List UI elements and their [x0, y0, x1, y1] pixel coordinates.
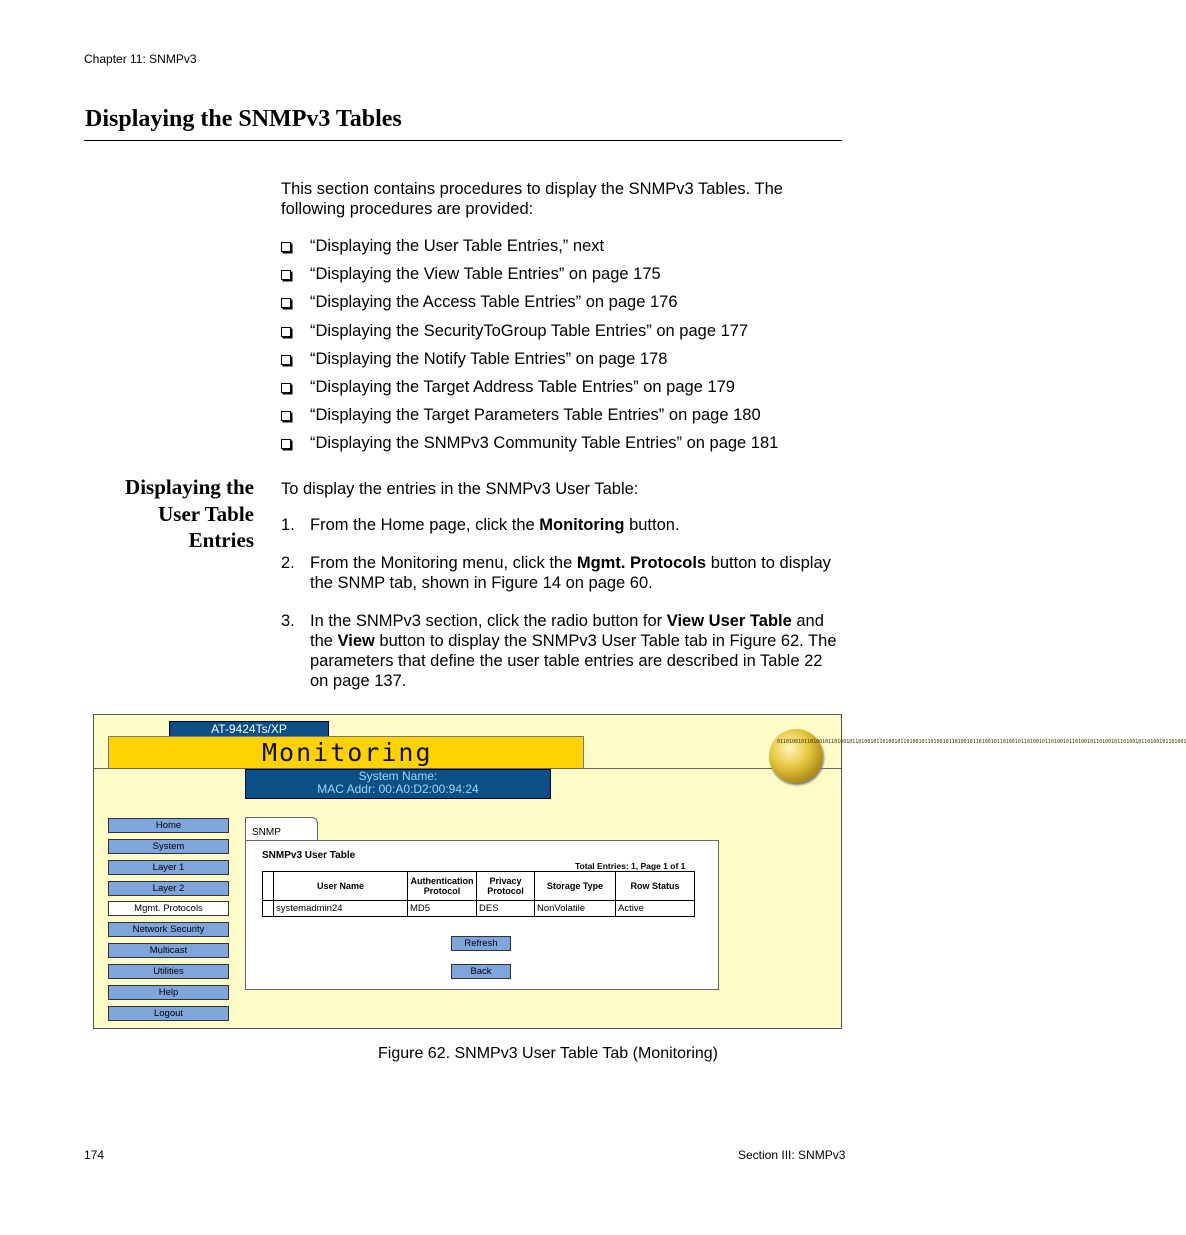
checkbox-bullet-icon — [281, 411, 291, 421]
table-cell: systemadmin24 — [274, 901, 408, 917]
nav-layer2-button[interactable]: Layer 2 — [108, 881, 229, 896]
column-header: Storage Type — [535, 872, 616, 901]
checkbox-bullet-icon — [281, 355, 291, 365]
chapter-header: Chapter 11: SNMPv3 — [84, 52, 197, 66]
step-list — [281, 515, 841, 709]
subheading-line: Entries — [188, 528, 254, 552]
step-bold: Mgmt. Protocols — [576, 554, 707, 572]
procedure-link-text: “Displaying the Target Address Table Entries” on page 179 — [310, 377, 735, 396]
step-bold: View User Table — [666, 612, 792, 630]
page-number: 174 — [84, 1148, 105, 1162]
list-item — [281, 264, 841, 292]
intro-paragraph: This section contains procedures to display the SNMPv3 Tables. The following procedures are provided: — [281, 180, 783, 218]
step-item — [281, 515, 841, 535]
step-bold: Monitoring — [539, 516, 625, 534]
procedure-list — [281, 236, 841, 462]
procedure-link-text: “Displaying the Notify Table Entries” on page 178 — [310, 349, 668, 368]
step-text: From the Home page, click the — [310, 516, 540, 534]
procedure-link-text: “Displaying the Access Table Entries” on page 176 — [310, 293, 678, 312]
refresh-button[interactable]: Refresh — [451, 936, 511, 951]
globe-logo-icon — [769, 729, 1186, 783]
step-bold: View — [337, 632, 375, 650]
tab-snmp[interactable]: SNMP — [245, 817, 318, 841]
figure-screenshot — [93, 714, 1186, 1029]
monitoring-title: Monitoring — [262, 738, 433, 767]
nav-utilities-button[interactable]: Utilities — [108, 964, 229, 979]
nav-help-button[interactable]: Help — [108, 985, 229, 1000]
list-item — [281, 321, 841, 349]
lead-paragraph: To display the entries in the SNMPv3 User Table: — [281, 480, 639, 498]
user-table — [262, 871, 695, 917]
step-item — [281, 553, 841, 593]
device-model-label: AT-9424Ts/XP — [169, 721, 329, 738]
subheading-line: Displaying the — [125, 475, 254, 499]
column-header: Row Status — [616, 872, 695, 901]
list-item — [281, 433, 841, 461]
column-header: User Name — [274, 872, 408, 901]
system-name-label: System Name: — [358, 769, 438, 783]
table-cell: DES — [477, 901, 535, 917]
checkbox-bullet-icon — [281, 439, 291, 449]
list-item — [281, 236, 841, 264]
step-text: button. — [624, 516, 680, 534]
total-entries: Total Entries: 1, Page 1 of 1 — [575, 861, 686, 871]
column-header: Authentication Protocol — [408, 872, 477, 901]
checkbox-bullet-icon — [281, 327, 291, 337]
step-number: 3. — [281, 612, 295, 630]
nav-layer1-button[interactable]: Layer 1 — [108, 860, 229, 875]
procedure-link-text: “Displaying the View Table Entries” on page 175 — [310, 265, 661, 284]
table-header-row — [263, 872, 695, 901]
panel-title: SNMPv3 User Table — [262, 850, 356, 861]
figure-caption: Figure 62. SNMPv3 User Table Tab (Monitoring) — [378, 1045, 718, 1062]
step-text: button to display the SNMP tab, shown in Figure 14 on page 60. — [310, 554, 831, 592]
procedure-link-text: “Displaying the User Table Entries,” next — [310, 237, 605, 255]
table-row[interactable] — [263, 901, 695, 917]
step-item — [281, 611, 841, 691]
list-item — [281, 405, 841, 433]
nav-system-button[interactable]: System — [108, 839, 229, 854]
checkbox-bullet-icon — [281, 242, 291, 252]
step-text: From the Monitoring menu, click the — [310, 554, 577, 572]
table-cell: MD5 — [408, 901, 477, 917]
back-button[interactable]: Back — [451, 964, 511, 979]
globe-pattern: 0110100101101001011010010110100101101001011010010110100101101001011010010110100101101001011010010110100101101001011010010110100101101001 — [777, 739, 1186, 745]
section-footer: Section III: SNMPv3 — [738, 1148, 846, 1162]
select-column-header — [263, 872, 274, 901]
checkbox-bullet-icon — [281, 298, 291, 308]
table-cell: NonVolatile — [535, 901, 616, 917]
nav-multicast-button[interactable]: Multicast — [108, 943, 229, 958]
step-text: and the — [310, 612, 824, 650]
step-number: 1. — [281, 516, 295, 534]
step-text: button to display the SNMPv3 User Table tab in Figure 62. The parameters that define the user table entries are described in Table 22 on page 137. — [310, 632, 837, 690]
column-header: Privacy Protocol — [477, 872, 535, 901]
nav-mgmt-protocols-button[interactable]: Mgmt. Protocols — [108, 901, 229, 916]
user-table-panel — [245, 840, 719, 990]
section-heading: Displaying the SNMPv3 Tables — [85, 106, 402, 132]
nav-logout-button[interactable]: Logout — [108, 1006, 229, 1021]
system-info-box — [245, 769, 551, 799]
nav-network-security-button[interactable]: Network Security — [108, 922, 229, 937]
list-item — [281, 377, 841, 405]
mac-address-label: MAC Addr: 00:A0:D2:00:94:24 — [317, 782, 479, 796]
list-item — [281, 349, 841, 377]
subsection-heading — [100, 474, 254, 554]
row-select-cell[interactable] — [263, 901, 274, 917]
heading-rule — [84, 140, 842, 141]
checkbox-bullet-icon — [281, 270, 291, 280]
subheading-line: User Table — [158, 501, 254, 526]
checkbox-bullet-icon — [281, 383, 291, 393]
nav-home-button[interactable]: Home — [108, 818, 229, 833]
procedure-link-text: “Displaying the SecurityToGroup Table Entries” on page 177 — [310, 321, 749, 340]
procedure-link-text: “Displaying the Target Parameters Table Entries” on page 180 — [310, 406, 761, 425]
list-item — [281, 292, 841, 320]
step-text: In the SNMPv3 section, click the radio button for — [310, 612, 667, 630]
procedure-link-text: “Displaying the SNMPv3 Community Table Entries” on page 181 — [310, 434, 779, 453]
step-number: 2. — [281, 554, 295, 572]
table-cell: Active — [616, 901, 695, 917]
